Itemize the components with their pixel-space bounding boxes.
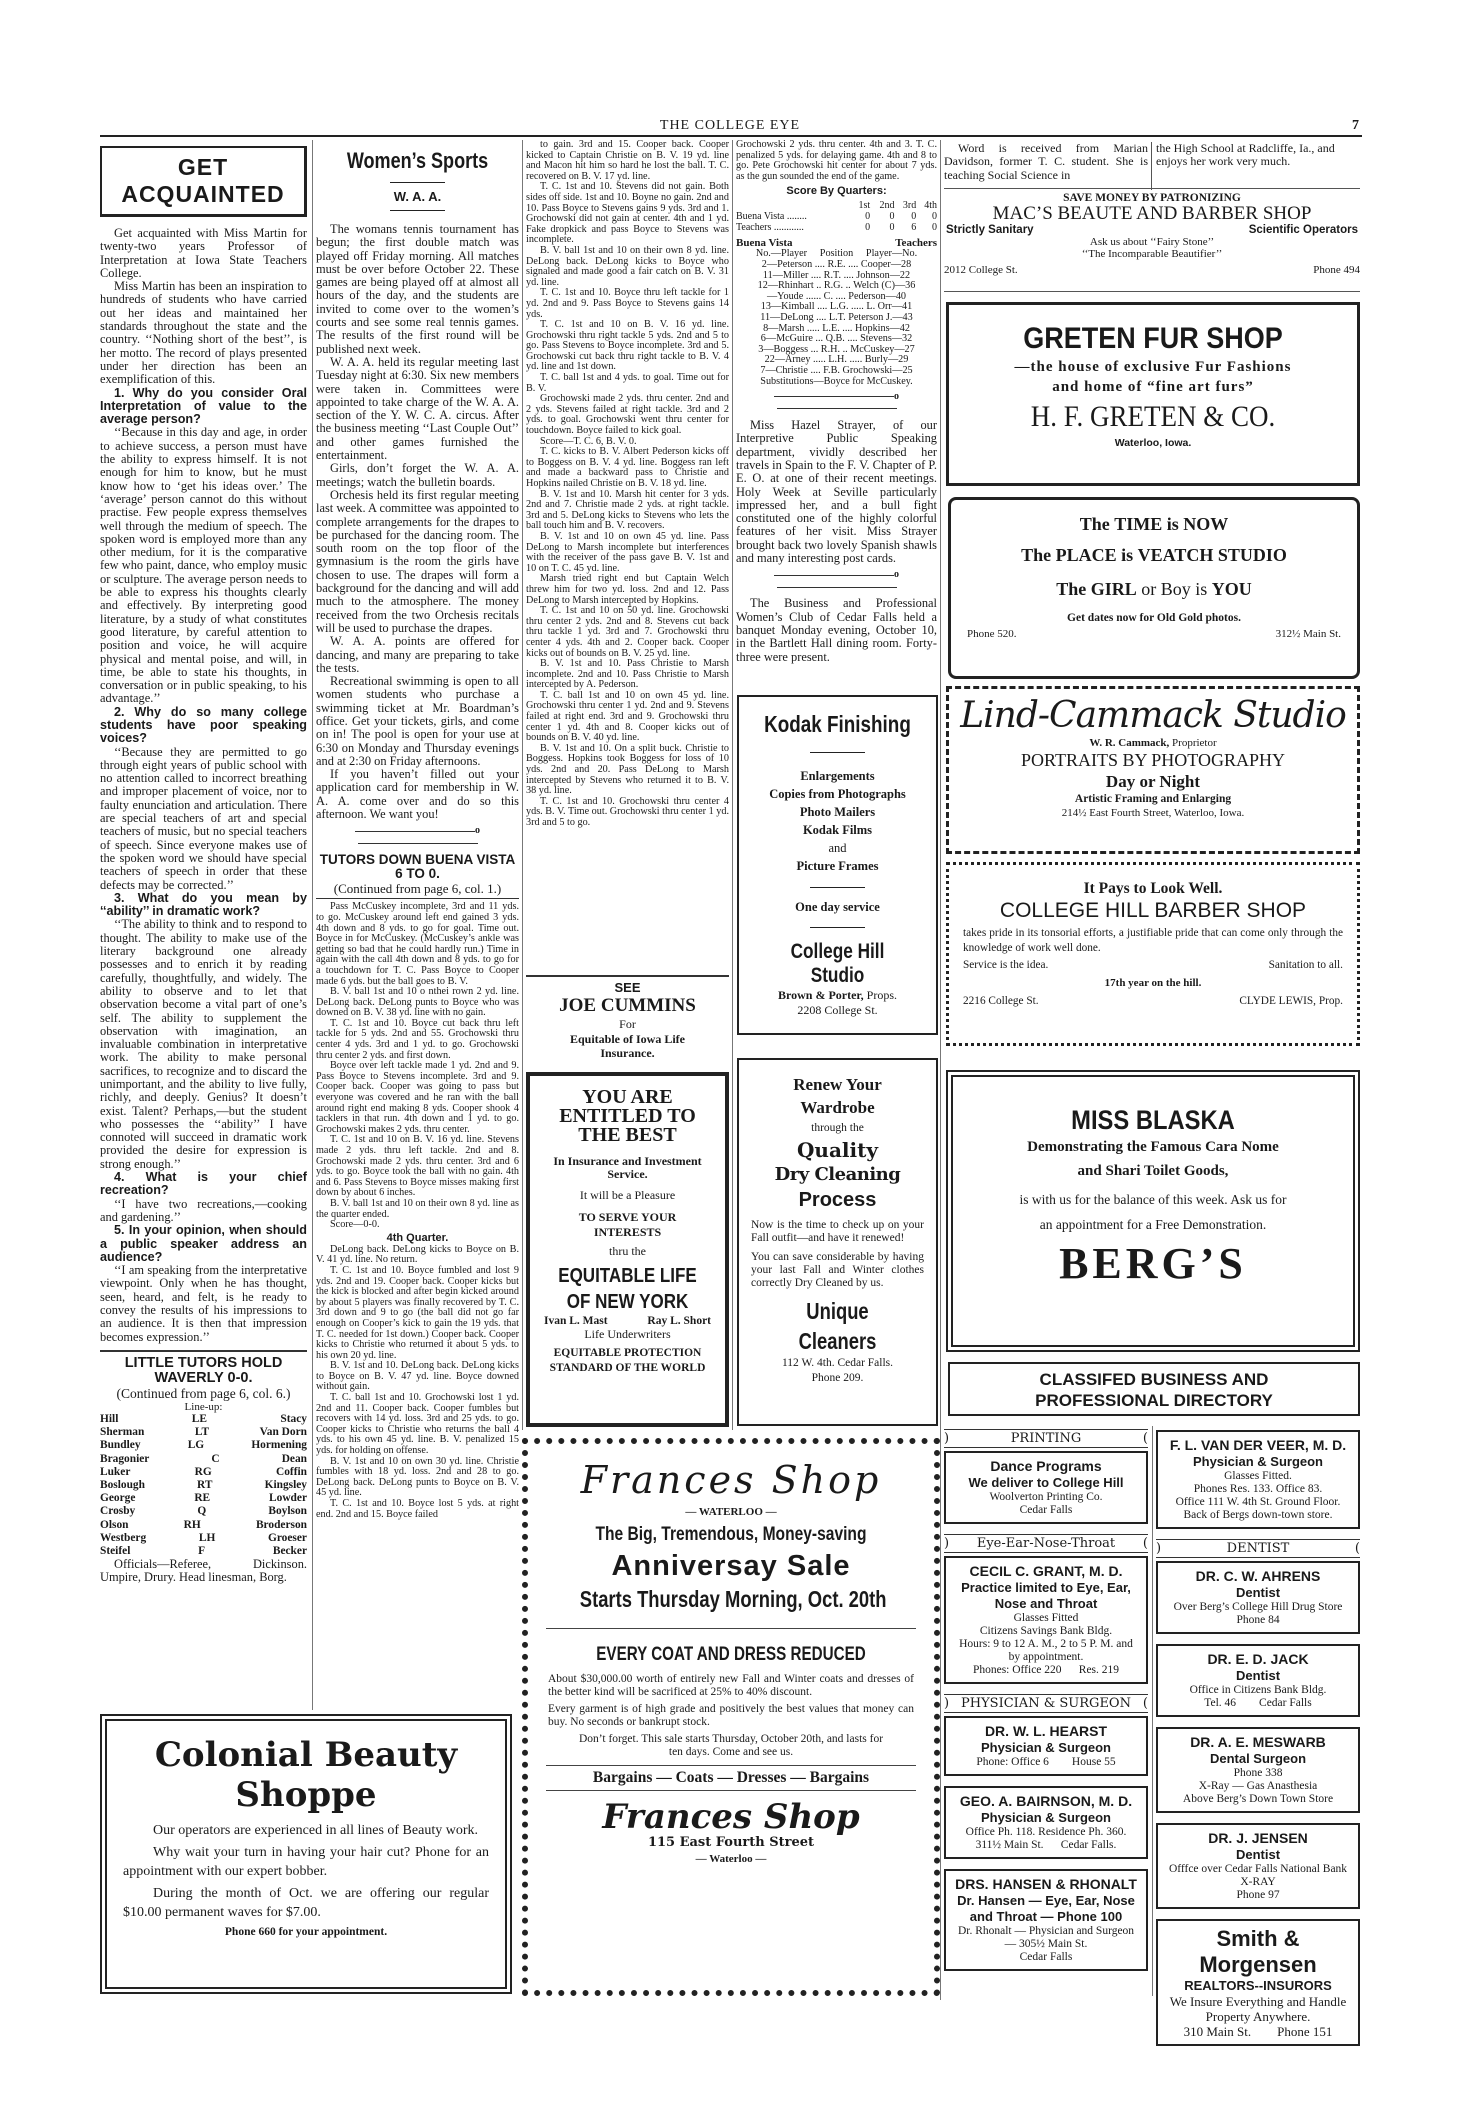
play-paragraph: Pass McCuskey incomplete, 3rd and 11 yds. to go. McCuskey around left end gained 3 yds. 4th down and 8 yds. to go for goal. Time out. Boyce in for McCuskey. (McCuskey’s ankle was getting so bad that he could hardly run.) Time in again with the call 4th down and 8 yds. to go for a touchdown for T. C. Pass Boyce to Cooper made 6 yds. but the ball goes to B. V. <box>316 901 519 987</box>
directory-left <box>944 1426 1148 1996</box>
position: LE <box>191 1412 207 1425</box>
quarter-heading: 4th Quarter. <box>386 1231 449 1244</box>
position: LT <box>194 1426 210 1439</box>
play-paragraph: Marsh tried right end but Captain Welch threw him for two yd. loss. 2nd and 12. Pass DeLong to Marsh intercepted by Hopkins. <box>526 573 729 606</box>
play-paragraph: T. C. 1st and 10. Boyce thru left tackle for 1 yd. 2nd and 9. Pass Boyce to Stevens gains 14 yds. <box>526 287 729 320</box>
score-cell: 0 <box>889 211 895 223</box>
lineup-row <box>100 1413 307 1426</box>
lineup-row <box>100 1505 307 1518</box>
divider: o <box>316 825 519 849</box>
play-paragraph: T. C. ball 1st and 10. Grochowski lost 1 yd. 2nd and 11. Cooper back. Cooper fumbles but recovers with 14 yd. loss. 3rd and 25 yds. to go. Cooper kicks to Christie who returns the ball 4 yds. to his own 45 yd. line. B. V. penalized 15 yds. for holding on offense. <box>316 1392 519 1457</box>
directory-card <box>1156 1727 1360 1813</box>
left-player: Bundley <box>100 1439 141 1452</box>
interview-answer: ‘‘Because they are permitted to go through eight years of public school with no attention called to incorrect breathing and improper placement of voice, nor to faulty enunciation and articulation. There are special teachers of art and special teachers of music, but no special teachers of speech. Since everyone makes use of the spoken word we should have special teachers of speech in order that these defects may be corrected.’’ <box>100 744 307 892</box>
directory-card <box>1156 1919 1360 2046</box>
listing-line: Physician & Surgeon <box>1192 1454 1324 1469</box>
listing-line: Citizens Savings Bank Bldg. <box>979 1625 1113 1637</box>
directory-right <box>1156 1430 1360 2039</box>
shoppe-title: Colonial Beauty <box>154 1735 458 1775</box>
directory-title: CLASSIFED BUSINESS AND PROFESSIONAL DIRECTORY <box>948 1362 1360 1416</box>
position: RH <box>183 1518 201 1531</box>
play-paragraph: B. V. ball 1st and 10 o nthei rown 2 yd. line. DeLong back. DeLong punts to Boyce who was downed on B. V. 38 yd. line with no gain. <box>316 986 519 1019</box>
veatch-studio-ad: The TIME is NOW The PLACE is VEATCH STUDIO The GIRL or Boy is YOU Get dates now for Old Gold photos. Phone 520. 312½ Main St. <box>948 497 1360 679</box>
colonial-beauty-shoppe-ad: Colonial Beauty Shoppe Our operators are experienced in all lines of Beauty work. Why wait your turn in having your hair cut? Phone for an appointment with our expert bobber. During the month of Oct. we are offering our regular $10.00 permanent waves for $7.00. Phone 660 for your appointment. <box>100 1714 512 1994</box>
section-label: Eye-Ear-Nose-Throat <box>976 1536 1116 1551</box>
bergs-miss-blaska-ad: MISS BLASKA Demonstrating the Famous Cara Nome and Shari Toilet Goods, is with us for the balance of this week. Ask us for an appointment for a Free Demonstration. BERG’S <box>946 1070 1360 1352</box>
get-acquainted-article <box>100 140 307 1710</box>
play-paragraph: T. C. 1st and 10. Boyce cut back thru left tackle for 5 yds. 2nd and 55. Grochowski thru center 4 yds. 3rd and 1 yd. to go. Grochowski thru center 2 yds. and first down. <box>316 1017 519 1061</box>
service-item: Picture Frames <box>796 859 879 873</box>
paragraph: If you haven’t filled out your application card for membership in W. A. A. come over and do so this afternoon. We want you! <box>316 767 519 822</box>
play-paragraph: Boyce over left tackle made 1 yd. 2nd and 9. Pass Boyce to Stevens incomplete. 3rd and 9. Cooper back. Cooper was going to pass but everyone was covered and he ran with the ball around right end making 8 yds. Cooper shook 4 tacklers in that run. 4th down and 1 yd. to go. Grochowski makes 2 yds. thru center. <box>316 1060 519 1135</box>
directory-section-header: ) PRINTING ( <box>944 1431 1148 1446</box>
davidson-note: Word is received from Marian Davidson, former T. C. student. She is teaching Social Science in the High School at Radcliffe, Ia., and enjoys her work very much. <box>944 142 1360 190</box>
business-womens-club-article: The Business and Professional Women’s Club of Cedar Falls held a banquet Monday evening, October 10, in the Bartlett Hall dining room. Forty-three were present. <box>736 596 937 664</box>
listing-line: We Insure Everything and Handle Property Anywhere. <box>1169 1994 1347 2024</box>
play-paragraph: T. C. 1st and 10 on B. V. 16 yd. line. Stevens made 2 yds. thru left tackle. 2nd and 8. Grochowski made 2 yds. thru center. 3rd and 6 yds. to go. Boyce took the ball with no gain. 4th and 6. Pass Stevens to Boyce misses making first down by about 6 inches. <box>316 1134 519 1199</box>
store-name: BERG’S <box>1059 1239 1247 1288</box>
play-paragraph: Score—T. C. 6, B. V. 0. <box>540 435 637 447</box>
lineup-row <box>100 1492 307 1505</box>
paragraph: W. A. A. held its regular meeting last Tuesday night at 6:30. Six new members were taken in. Committees were appointed to take charge of the W. A. A. section of the Y. W. C. A. circus. After the business meeting ‘‘Last Couple Out’’ and other games furnished the entertainment. <box>316 354 519 463</box>
listing-line: Over Berg’s College Hill Drug Store <box>1173 1601 1343 1613</box>
service-item: Photo Mailers <box>799 805 876 819</box>
continued-note: (Continued from page 6, col. 6.) <box>116 1385 291 1401</box>
college-hill-barber-ad: It Pays to Look Well. COLLEGE HILL BARBER SHOP takes pride in its tonsorial efforts, a justifiable pride that can come only through the knowledge of work well done. Service is the idea. Sanitation to all. 17th year on the hill. 2216 College St. CLYDE LEWIS, Prop. <box>946 862 1360 1046</box>
interview-answer: ‘‘I have two recreations,—cooking and gardening.’’ <box>100 1196 307 1224</box>
company-name: EQUITABLE LIFE OF NEW YORK <box>558 1265 697 1313</box>
play-paragraph: DeLong back. DeLong kicks to Boyce on B. V. 41 yd. line. No return. <box>316 1243 519 1266</box>
paragraph-list <box>316 223 519 821</box>
right-player: Stacy <box>280 1412 307 1425</box>
lineup-row: 7—Christie .... F.B. Grochowski—25 <box>760 364 913 376</box>
listing-line: Dr. Hansen — Eye, Ear, Nose and Throat — Phone 100 <box>957 1893 1135 1924</box>
listing-name: DR. W. L. HEARST <box>984 1723 1108 1739</box>
listing-line: X-RAY <box>1240 1876 1276 1888</box>
right-player: Van Dorn <box>259 1426 307 1439</box>
listing-line: Glasses Fitted <box>1013 1612 1079 1624</box>
directory-card <box>944 1451 1148 1524</box>
lineup-row <box>100 1426 307 1439</box>
left-player: Olson <box>100 1518 129 1531</box>
right-player: Kingsley <box>264 1478 307 1491</box>
listing-line: Practice limited to Eye, Ear, Nose and Throat <box>961 1580 1131 1611</box>
left-player: Sherman <box>100 1426 145 1439</box>
listing-name: Smith & Morgensen <box>1199 1926 1317 1977</box>
top-rule <box>100 135 1362 137</box>
service-item: Enlargements <box>800 769 875 783</box>
joe-cummins-ad: SEE JOE CUMMINS For Equitable of Iowa Life Insurance. <box>526 975 729 1057</box>
listing-line: Office in Citizens Bank Bldg. <box>1189 1684 1327 1696</box>
lineup-table <box>100 1413 307 1558</box>
position: RE <box>194 1492 211 1505</box>
interview-answer: ‘‘I am speaking from the interpretative viewpoint. Only when he has thought, seen, heard, and felt, is he ready to convey the results of his impressions to an audience. It is then that impression becomes expression.’’ <box>100 1263 307 1344</box>
agent-name: JOE CUMMINS <box>559 995 696 1016</box>
lineup-row: 2—Peterson .... R.E. .... Cooper—28 <box>761 258 912 270</box>
play-paragraph: B. V. 1st and 10. Marsh hit center for 3 yds. 2nd and 7. Christie made 2 yds. at right tackle. 3rd and 5. DeLong kicks to Stevens who lets the ball touch him and B. V. recovers. <box>526 488 729 532</box>
left-player: Luker <box>100 1465 131 1478</box>
listing-line: Dentist <box>1235 1847 1281 1862</box>
greten-fur-shop-ad: GRETEN FUR SHOP —the house of exclusive Fur Fashions and home of “fine art furs” H. F. GRETEN & CO. Waterloo, Iowa. <box>946 302 1360 486</box>
play-paragraph: T. C. 1st and 10. Boyce lost 5 yds. at right end. 2nd and 15. Boyce failed <box>316 1498 519 1520</box>
womens-sports-article <box>316 140 519 1710</box>
left-player: Westberg <box>100 1531 147 1544</box>
directory-card <box>1156 1823 1360 1909</box>
masthead <box>100 118 1360 134</box>
score-header: 2nd <box>879 200 895 212</box>
score-title: Score By Quarters: <box>786 185 887 198</box>
listing-line: Glasses Fitted. <box>1224 1470 1292 1482</box>
position: LG <box>187 1439 205 1452</box>
interview-question: 3. What do you mean by ‘‘ability’’ in dramatic work? <box>100 890 307 919</box>
play-paragraph: Grochowski made 2 yds. thru center. 2nd and 2 yds. Stevens failed at right tackle. 3rd and 2 yds. to goal. Grochowski went thru center for touchdown. Boyce failed to kick goal. <box>526 393 729 437</box>
play-paragraph: T. C. kicks to B. V. Albert Pederson kicks off to Boggess on B. V. 4 yd. line. Boggess ran left and made a backward pass to Christie and Hopkins nailed Christie on B. V. 18 yd. line. <box>526 446 729 489</box>
section-subtitle: W. A. A. <box>393 189 442 204</box>
interview-question: 4. What is your chief recreation? <box>100 1170 307 1198</box>
equitable-life-ad: YOU ARE ENTITLED TO THE BEST In Insurance and Investment Service. It will be a Pleasure TO SERVE YOUR INTERESTS thru the EQUITABLE LIFE OF NEW YORK Ivan L. Mast Ray L. Short Life Underwriters EQUITABLE PROTECTION STANDARD OF THE WORLD <box>526 1072 729 1427</box>
interview-question: 1. Why do you consider Oral Interpretation of value to the average person? <box>100 385 307 427</box>
macs-barber-ad: SAVE MONEY BY PATRONIZING MAC’S BEAUTE AND BARBER SHOP Strictly Sanitary Scientific Operators Ask us about ‘‘Fairy Stone’’ ‘‘The Incomparable Beautifier’’ 2012 College St. Phone 494 <box>944 188 1360 292</box>
position: Q <box>197 1505 207 1518</box>
directory-section-header: ) PHYSICIAN & SURGEON ( <box>944 1696 1148 1711</box>
football-headline: TUTORS DOWN BUENA VISTA 6 TO 0. <box>319 852 516 882</box>
position: C <box>211 1452 220 1465</box>
play-paragraph: B. V. 1st and 10. Pass Christie to Marsh incomplete. 2nd and 10. Pass Christie to Marsh intercepted by A. Pederson. <box>526 658 729 691</box>
lind-cammack-studio-ad: Lind-Cammack Studio W. R. Cammack, Proprietor PORTRAITS BY PHOTOGRAPHY Day or Night Artistic Framing and Enlarging 214½ East Fourth Street, Waterloo, Iowa. <box>946 686 1360 854</box>
directory-section-header: ) Eye-Ear-Nose-Throat ( <box>944 1536 1148 1551</box>
football-continued <box>526 140 729 970</box>
listing-line: Phones: Office 220 Res. 219 <box>972 1664 1120 1676</box>
studio-name: College Hill Studio <box>790 940 885 987</box>
service-item: Copies from Photographs <box>769 787 906 801</box>
score-cell: 0 <box>865 222 871 234</box>
officials: Officials—Referee, Dickinson. Umpire, Drury. Head linesman, Borg. <box>100 1557 307 1585</box>
substitutions: Substitutions—Boyce for McCuskey. <box>760 375 913 387</box>
listing-line: Physician & Surgeon <box>980 1810 1112 1825</box>
listing-line: Above Berg’s Down Town Store <box>1182 1793 1334 1805</box>
play-paragraph: T. C. 1st and 10 on B. V. 16 yd. line. Grochowski thru right tackle 5 yds. 2nd and 5 to go. Pass Stevens to Boyce incomplete. 3rd and 5. Grochowski cut back thru right tackle to B. V. 4 yd. line and 1st down. <box>526 319 729 373</box>
interview-question: 2. Why do so many college students have poor speaking voices? <box>100 704 307 746</box>
listing-line: Phone 84 <box>1236 1614 1280 1626</box>
position: RT <box>197 1478 213 1491</box>
score-header: 4th <box>924 200 937 212</box>
section-label: DENTIST <box>1226 1541 1290 1556</box>
article-heading: GET ACQUAINTED <box>100 146 307 217</box>
score-cell: Teachers ............ <box>736 222 804 234</box>
lineup-row <box>100 1519 307 1532</box>
listing-name: DR. A. E. MESWARB <box>1190 1734 1326 1750</box>
play-paragraph: B. V. ball 1st and 10 on their own 8 yd. line as the quarter ended. <box>316 1197 519 1220</box>
service-item: and <box>828 841 847 855</box>
paragraph: Orchesis held its first regular meeting last week. A committee was appointed to complete arrangements for the drapes to be purchased for the dancing room. The south room on the top floor of the gymnasium is the room the girls have chosen to use. The drapes will form a background for the dancing and will add much to the atmosphere. The money received from the two Orchesis recitals will be used to purchase the drapes. <box>316 487 519 635</box>
left-player: Crosby <box>100 1505 136 1518</box>
listing-line: Office 111 W. 4th St. Ground Floor. <box>1175 1496 1341 1508</box>
lineup-row: 12—Rhinhart .. R.G. .. Welch (C)—36 <box>757 280 916 292</box>
lineup-label: Line-up: <box>184 1400 223 1413</box>
strayer-article: Miss Hazel Strayer, of our Interpretive Public Speaking department, vividly described her travels in Spain to the F. V. Chapter of P. E. O. at one of their recent meetings. Holy Week at Seville particularly impressed her, and a bull fight constituted one of the highly colorful features of her visit. Miss Strayer brought back two lovely Spanish shawls and many interesting post cards. <box>736 418 937 566</box>
lineup-row <box>100 1439 307 1452</box>
listing-line: Cedar Falls <box>1019 1504 1073 1516</box>
score-cell: 0 <box>932 222 937 234</box>
play-paragraph: T. C. 1st and 10 on 50 yd. line. Grochowski thru center 2 yds. 2nd and 8. Stevens cut back thru tackle 1 yd. 3rd and 7. Grochowski thru center 4 yds. 4th and 2. Cooper back. Cooper kicks out of bounds on B. V. 25 yd. line. <box>526 605 729 659</box>
paragraph: Recreational swimming is open to all women students who purchase a swimming ticket at Mr. Boardman’s office. Get your tickets, girls, and come on in! The pool is open for your use at 6:30 on Monday and Thursday evenings and at 2:30 on Friday afternoons. <box>316 674 519 768</box>
listing-line: 311½ Main St. Cedar Falls. <box>975 1839 1117 1851</box>
lineup-row: 11—DeLong .... L.T. Peterson J.—43 <box>760 311 913 323</box>
right-player: Broderson <box>255 1518 307 1531</box>
sale-title: Anniversay Sale <box>611 1550 851 1582</box>
play-paragraph: T. C. ball 1st and 4 yds. to goal. Time out for B. V. <box>526 372 729 394</box>
score-cell: 0 <box>865 211 871 223</box>
tutors-headline: LITTLE TUTORS HOLD WAVERLY 0-0. <box>124 1354 283 1386</box>
interview-question: 5. In your opinion, when should a public speaker address an audience? <box>100 1223 307 1264</box>
listing-name: GEO. A. BAIRNSON, M. D. <box>959 1793 1133 1809</box>
play-paragraph: B. V. 1st and 10. DeLong back. DeLong kicks to Boyce on B. V. 47 yd. line. Boyce downed without gain. <box>316 1360 519 1393</box>
interview-questions <box>100 387 307 1344</box>
lineup-row: 13—Kimball .... L.G. ..... L. Orr—41 <box>760 301 913 313</box>
shop-title: Frances Shop <box>580 1458 882 1502</box>
lineup-row <box>100 1466 307 1479</box>
directory-card <box>944 1716 1148 1776</box>
left-player: George <box>100 1492 136 1505</box>
listing-name: CECIL C. GRANT, M. D. <box>969 1563 1123 1579</box>
lineup-row: 6—McGuire ... Q.B. .... Stevens—32 <box>760 333 913 345</box>
listing-line: 310 Main St. Phone 151 <box>1183 2024 1333 2039</box>
column-rule <box>732 140 733 1430</box>
play-paragraph: T. C. ball 1st and 10 on own 45 yd. line. Grochowski thru center 1 yd. 2nd and 9. Stevens failed at right end. 3rd and 9. Grochowski thru center 1 yd. 4th and 8. Cooper kicks out of bounds on B. V. 40 yd. line. <box>526 689 729 744</box>
position: F <box>198 1544 206 1557</box>
section-label: PRINTING <box>1010 1431 1082 1446</box>
column-rule <box>312 140 313 1710</box>
listing-line: Phones Res. 133. Office 83. <box>1193 1483 1323 1495</box>
listing-name: F. L. VAN DER VEER, M. D. <box>1169 1437 1347 1453</box>
lineup-row-list <box>736 260 937 377</box>
directory-card <box>1156 1430 1360 1529</box>
listing-line: Tel. 46 Cedar Falls <box>1204 1697 1312 1709</box>
paragraph: The womans tennis tournament has begun; the first double match was played off Friday morning. All matches must be over before October 22. These games are being played off at almost all hours of the day, and the students are invited to come over to the women’s courts and see some real tennis games. The results of the first round will be published next week. <box>316 222 519 356</box>
listing-line: Cedar Falls <box>1019 1951 1073 1963</box>
score-header <box>736 200 851 211</box>
directory-card <box>1156 1644 1360 1717</box>
listing-line: Office Ph. 118. Residence Ph. 360. <box>965 1826 1127 1838</box>
play-paragraph: Score—0-0. <box>330 1219 380 1231</box>
listing-line: Offfce over Cedar Falls National Bank <box>1168 1863 1348 1875</box>
left-player: Bragonier <box>100 1452 150 1465</box>
listing-name: DR. E. D. JACK <box>1207 1651 1309 1667</box>
score-row <box>736 211 937 222</box>
column-rule <box>1152 1426 1153 1996</box>
lineup-row <box>100 1532 307 1545</box>
play-paragraph: T. C. 1st and 10. Stevens did not gain. Both sides off side. 1st and 10. Boyne no gain. 2nd and 10. Pass Boyce to Stevens gains 9 yds. 3rd and 1. Grochowski did not gain at center. 4th and 1 yd. Fake dropkick and pass Boyce to Stevens was incomplete. <box>526 181 729 246</box>
listing-line: X-Ray — Gas Anasthesia <box>1198 1780 1318 1792</box>
paragraph-list <box>100 227 307 387</box>
lineup-row: 3—Boggess ... R.H. .. McCuskey—27 <box>758 343 915 355</box>
listing-line: Woolverton Printing Co. <box>989 1491 1103 1503</box>
score-cell: 6 <box>911 222 917 234</box>
score-header: 1st <box>858 200 871 212</box>
paragraph: Girls, don’t forget the W. A. A. meetings; watch the bulletin boards. <box>316 461 519 489</box>
football-score-column: Grochowski 2 yds. thru center. 4th and 3. T. C. penalized 5 yds. for delaying game. 4th and 8 to go. Pete Grochowski hit center for about 7 yds. as the gun sounded the end of the game. Score By Quarters: 1st 2nd 3rd 4th Buena Vista ........ 0 0 0 0 Teachers ............ 0 0 6 0 Buena Vista Teachers No.—Player Position Player—No. 2—Peterson .... R.E. .... Cooper—28 11—Miller .... R.T. .... Johnson—22 12—Rhinhart .. R.G. .. Welch (C)—36 —Youde ...... C. .... Pederson—40 13—Kimball .... L.G. ..... L. Orr—41 11—DeLong .... L.T. Peterson J.—43 8—Marsh ..... L.E. .... Hopkins—42 6—McGuire ... Q.B. .... Stevens—32 3—Boggess ... R.H. .. McCuskey—27 22—Arney ..... L.H. ..... Burly—29 7—Christie .... F.B. Grochowski—25 Substitutions—Boyce for McCuskey. o Miss Hazel Strayer, of our Interpretive Public Speaking department, vividly described her travels in Spain to the F. V. Chapter of P. E. O. at one of their recent meetings. Holy Week at Seville particularly impressed her, and a bull fight constituted one of the highly colorful features of her visit. Miss Strayer brought back two lovely Spanish shawls and many interesting post cards. o The Business and Professional Women’s Club of Cedar Falls held a banquet Monday evening, October 10, in the Bartlett Hall dining room. Forty-three were present. <box>736 140 937 664</box>
cleaners-name: Unique Cleaners <box>798 1298 877 1354</box>
lineup-row: 22—Arney ..... L.H. ..... Burly—29 <box>764 354 909 366</box>
interview-answer: ‘‘Because in this day and age, in order to achieve success, a person must have the ability to express himself. It is not enough for him to know, but he must know how to ‘get his ideas over.’ The ‘average’ person cannot do this without practise. Few people express themselves well through the medium of speech. The spoken word is employed more than any other medium, for it is the comparative few who paint, dance, who employ music or sculpture. The average person needs to be able to express his thoughts clearly and effectively. By interpreting good literature, by a study of what constitutes good literature, by careful attention to position and voice, he will acquire physical and mental poise, and will, in time, be able to state his thoughts, in conversation or in public speaking, to his advantage.’’ <box>100 425 307 706</box>
listing-name: DR. J. JENSEN <box>1208 1830 1308 1846</box>
lineup-row <box>100 1453 307 1466</box>
right-player: Groeser <box>267 1531 307 1544</box>
paragraph: Miss Martin has been an inspiration to hundreds of students who have carried out her ideas and maintained her standards throughout the state and the country. ‘‘Nothing short of the best’’, is her motto. The record of plays presented under her direction has been an exemplification of this. <box>100 279 307 387</box>
listing-name: Dance Programs <box>990 1458 1102 1474</box>
listing-line: We deliver to College Hill <box>968 1475 1124 1490</box>
score-cell: Buena Vista ........ <box>736 211 807 223</box>
play-paragraph-list <box>526 140 729 829</box>
newspaper-title: THE COLLEGE EYE <box>659 118 801 133</box>
listing-line: Dentist <box>1235 1585 1281 1600</box>
score-by-quarters <box>736 200 937 233</box>
play-paragraph: B. V. 1st and 10 on own 45 yd. line. Pass DeLong to Marsh incomplete but interferences with the receiver of the pass gave B. V. 1st and 10 on T. C. 45 yd. line. <box>526 530 729 574</box>
play-paragraph: B. V. 1st and 10 on own 30 yd. line. Christie fumbles with 18 yd. loss. 2nd and 28 to go. DeLong back. DeLong punts to Boyce on B. V. 45 yd. line. <box>316 1455 519 1499</box>
frances-shop-logo: Frances Shop 115 East Fourth Street <box>602 1797 860 1850</box>
directory-card <box>1156 1561 1360 1634</box>
directory-card <box>944 1786 1148 1859</box>
column-rule <box>522 140 523 1430</box>
right-player: Lowder <box>269 1492 307 1505</box>
directory-card <box>944 1556 1148 1684</box>
paragraph: Get acquainted with Miss Martin for twenty-two years Professor of Interpretation at Iowa State Teachers College. <box>100 226 307 280</box>
right-player: Becker <box>272 1544 307 1557</box>
score-header: 3rd <box>902 200 917 212</box>
listing-line: Physician & Surgeon <box>980 1740 1112 1755</box>
lineup-row <box>100 1479 307 1492</box>
continued-note: (Continued from page 6, col. 1.) <box>316 881 519 899</box>
paragraph: W. A. A. points are offered for dancing, and many are preparing to take the tests. <box>316 634 519 675</box>
listing-line: Hours: 9 to 12 A. M., 2 to 5 P. M. and by appointment. <box>959 1638 1133 1663</box>
play-paragraph-list <box>316 902 519 1230</box>
left-player: Hill <box>100 1412 119 1425</box>
section-title: Women’s Sports <box>346 148 489 173</box>
score-cell: 0 <box>911 211 917 223</box>
listing-line: Phone: Office 6 House 55 <box>976 1756 1116 1768</box>
listing-name: DRS. HANSEN & RHONALT <box>955 1876 1137 1892</box>
lineup-row: —Youde ...... C. .... Pederson—40 <box>766 290 907 302</box>
listing-name: DR. C. W. AHRENS <box>1195 1568 1321 1584</box>
left-player: Steifel <box>100 1544 131 1557</box>
play-paragraph: B. V. ball 1st and 10 on their own 8 yd. line. DeLong back. DeLong kicks to Boyce who signaled and made good a fair catch on B. V. 31 yd. line. <box>526 244 729 288</box>
section-label: PHYSICIAN & SURGEON <box>961 1696 1131 1711</box>
lineup-row: 8—Marsh ..... L.E. .... Hopkins—42 <box>763 322 910 334</box>
listing-line: Phone 97 <box>1236 1889 1280 1901</box>
play-paragraph: T. C. 1st and 10. Grochowski thru center 4 yds. B. V. Time out. Grochowski thru center 1 yd. 3rd and 5 to go. <box>526 795 729 828</box>
right-player: Boylson <box>268 1505 307 1518</box>
right-player: Dean <box>281 1452 307 1465</box>
listing-line: REALTORS--INSURORS <box>1184 1978 1332 1993</box>
position: LH <box>198 1531 216 1544</box>
column-rule <box>940 140 941 2000</box>
interview-answer: ‘‘The ability to think and to respond to thought. The ability to make use of the literary background one already possesses and to enrich it by reading carefully, thoughtfully, and widely. The ability to observe and to let that observation become a vital part of one’s self. The ability to supplement the observation with imagination, an invaluable combination in interpretative work. The ability to make personal sacrifices, to recognize and to discard the unimportant, and the ability to live fully, richly, and deeply. Genius? It doesn’t exist. Talent? Perhaps,—but the student who possesses the ‘‘ability’’ I have connoted will succeed in dramatic work provided the desire for expression is strong enough.’’ <box>100 917 307 1171</box>
play-paragraph: to gain. 3rd and 15. Cooper back. Cooper kicked to Captain Christie on B. V. 19 yd. line and Macon hit him so hard he lost the ball. T. C. recovered on B. V. 17 yd. line. <box>526 140 729 182</box>
listing-line: Dentist <box>1235 1668 1281 1683</box>
lineup-header: No.—Player Position Player—No. <box>755 248 918 260</box>
unique-cleaners-ad: Renew Your Wardrobe through the Quality Dry Cleaning Process Now is the time to check up on your Fall outfit—and have it renewed! You can save considerable by having your last Fall and Winter clothes correctly Dry Cleaned by us. Unique Cleaners 112 W. 4th. Cedar Falls. Phone 209. <box>737 1058 938 1426</box>
play-paragraph-list <box>316 1245 519 1520</box>
kodak-finishing-ad: Kodak Finishing Enlargements Copies from Photographs Photo Mailers Kodak Films and Picture Frames One day service College Hill Studio Brown & Porter, Props. 2208 College St. <box>737 695 938 1035</box>
page-number: 7 <box>1352 118 1360 133</box>
directory-card <box>944 1869 1148 1971</box>
score-cell: 0 <box>932 211 937 223</box>
listing-line: Back of Bergs down-town store. <box>1183 1509 1333 1521</box>
play-paragraph: T. C. 1st and 10. Boyce fumbled and lost 9 yds. 2nd and 19. Cooper back. Cooper kicks but the kick is blocked and after begin kicked around by about 5 players was finally recovered by T. C. 3rd down and 9 to go (the ball did not go far enough on Cooper’s kick to gain the 19 yds. that T. C. needed for 1st down.) Cooper back. Cooper kicks to Christie who returned it about 5 yds. to his own 20 yd. line. <box>316 1264 519 1361</box>
lineup-row: 11—Miller .... R.T. .... Johnson—22 <box>762 269 911 281</box>
listing-line: Dr. Rhonalt — Physician and Surgeon — 305½ Main St. <box>957 1925 1135 1950</box>
listing-line: Dental Surgeon <box>1209 1751 1307 1766</box>
directory-section-header: ) DENTIST ( <box>1156 1541 1360 1556</box>
score-row <box>736 222 937 233</box>
listing-line: Phone 338 <box>1233 1767 1283 1779</box>
service-item: Kodak Films <box>802 823 873 837</box>
right-player: Coffin <box>275 1465 307 1478</box>
play-paragraph: B. V. 1st and 10. On a split buck. Christie to Boggess. Hopkins took Boggess for loss of 10 yds. 2nd and 20. Pass DeLong to Marsh intercepted by Stevens who returned it to B. V. 38 yd. line. <box>526 742 729 797</box>
right-player: Hormening <box>251 1439 307 1452</box>
score-cell: 0 <box>889 222 895 234</box>
position: RG <box>194 1465 212 1478</box>
frances-shop-ad: Frances Shop — WATERLOO — The Big, Tremendous, Money-saving Anniversay Sale Starts Thursday Morning, Oct. 20th EVERY COAT AND DRESS REDUCED About $30,000.00 worth of entirely new Fall and Winter coats and dresses of the better kind will be sacrificed at 25% to 40% discount. Every garment is of high grade and positively the best values that money can buy. No seconds or bankrupt stock. Don’t forget. This sale starts Thursday, October 20th, and lasts for ten days. Come and see us. Bargains — Coats — Dresses — Bargains Frances Shop 115 East Fourth Street — Waterloo — <box>522 1438 940 1996</box>
left-player: Boslough <box>100 1478 145 1491</box>
